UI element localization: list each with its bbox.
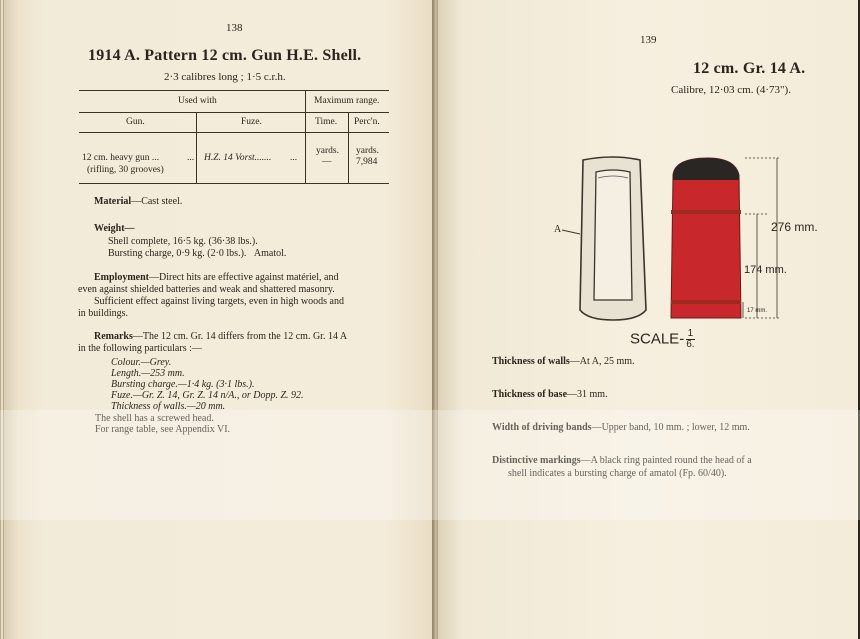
scale-label bbox=[630, 329, 695, 350]
remark-range-table: For range table, see Appendix VI. bbox=[95, 424, 231, 435]
weight-line1: Shell complete, 16·5 kg. (36·38 lbs.). bbox=[108, 236, 258, 247]
remark-length: Length.—253 mm. bbox=[111, 368, 185, 379]
cell-time-value: — bbox=[322, 157, 332, 167]
remarks-label: Remarks bbox=[94, 331, 133, 342]
bands-label: Width of driving bands bbox=[492, 422, 592, 433]
markings-line2: shell indicates a bursting charge of amatol (Fp. 60/40). bbox=[508, 468, 727, 479]
left-page bbox=[4, 0, 434, 639]
page-title: 1914 A. Pattern 12 cm. Gun H.E. Shell. bbox=[88, 47, 362, 64]
markings-label: Distinctive markings bbox=[492, 455, 581, 466]
employment-line3: Sufficient effect against living targets, even in high woods and bbox=[94, 296, 344, 307]
remark-colour: Colour.—Grey. bbox=[111, 357, 172, 368]
cell-gun-dots: ... bbox=[187, 153, 195, 163]
scale-text: SCALE- bbox=[630, 330, 685, 348]
employment-line4: in buildings. bbox=[78, 308, 129, 319]
employment-line1 bbox=[94, 272, 338, 283]
page-number: 138 bbox=[226, 22, 243, 34]
markings-text: —A black ring painted round the head of a bbox=[580, 455, 752, 466]
cell-perc-unit: yards. bbox=[356, 146, 379, 156]
page-number: 139 bbox=[640, 34, 657, 46]
col-gun: Gun. bbox=[126, 117, 145, 127]
employment-line2: even against shielded batteries and weak and shattered masonry. bbox=[78, 284, 335, 295]
material-text: —Cast steel. bbox=[131, 196, 183, 207]
remarks-line2: in the following particulars :— bbox=[78, 343, 202, 354]
shell-section-drawing bbox=[538, 150, 658, 325]
cell-fuze-dots: ... bbox=[290, 153, 298, 163]
employment-text: —Direct hits are effective against matériel, and bbox=[149, 272, 339, 283]
calibre-text: Calibre, 12·03 cm. (4·73"). bbox=[671, 84, 791, 96]
header-used-with: Used with bbox=[178, 96, 217, 106]
weight-line2-extra: Amatol. bbox=[253, 248, 287, 259]
label-a: A bbox=[554, 224, 562, 235]
dimension-174: 174 mm. bbox=[744, 264, 787, 276]
bands-line bbox=[492, 422, 750, 433]
dimension-276: 276 mm. bbox=[771, 220, 818, 234]
scale-fraction bbox=[686, 329, 694, 350]
remark-fuze: Fuze.—Gr. Z. 14, Gr. Z. 14 n/A., or Dopp. Z. 92. bbox=[111, 390, 304, 401]
col-perc: Perc'n. bbox=[354, 117, 380, 127]
header-max-range: Maximum range. bbox=[314, 96, 380, 106]
page-subtitle: 2·3 calibres long ; 1·5 c.r.h. bbox=[164, 71, 286, 83]
remark-bursting: Bursting charge.—1·4 kg. (3·1 lbs.). bbox=[111, 379, 255, 390]
cell-perc-value: 7,984 bbox=[356, 157, 378, 167]
remarks-line1 bbox=[94, 331, 347, 342]
page-title: 12 cm. Gr. 14 A. bbox=[693, 60, 806, 77]
base-line bbox=[492, 389, 608, 400]
weight-label: Weight— bbox=[94, 223, 135, 234]
walls-label: Thickness of walls bbox=[492, 356, 570, 367]
bands-text: —Upper band, 10 mm. ; lower, 12 mm. bbox=[591, 422, 750, 433]
weight-line2 bbox=[108, 248, 286, 259]
cell-time-unit: yards. bbox=[316, 146, 339, 156]
cell-gun-line1: 12 cm. heavy gun ... bbox=[82, 153, 160, 163]
employment-label: Employment bbox=[94, 272, 149, 283]
shell-exterior-drawing bbox=[663, 150, 783, 325]
cell-fuze: H.Z. 14 Vorst....... bbox=[204, 153, 272, 163]
material-line bbox=[94, 196, 182, 207]
base-text: —31 mm. bbox=[567, 389, 608, 400]
markings-line1 bbox=[492, 455, 752, 466]
walls-text: —At A, 25 mm. bbox=[569, 356, 635, 367]
scale-denominator: 6. bbox=[686, 339, 695, 350]
scale-numerator: 1 bbox=[687, 328, 694, 339]
right-page bbox=[438, 0, 858, 639]
col-time: Time. bbox=[315, 117, 338, 127]
remarks-text: —The 12 cm. Gr. 14 differs from the 12 cm. Gr. 14 A bbox=[132, 331, 348, 342]
base-label: Thickness of base bbox=[492, 389, 568, 400]
remark-screwed: The shell has a screwed head. bbox=[95, 413, 214, 424]
weight-line2-text: Bursting charge, 0·9 kg. (2·0 lbs.). bbox=[108, 248, 247, 259]
material-label: Material bbox=[94, 196, 132, 207]
col-fuze: Fuze. bbox=[241, 117, 262, 127]
cell-gun-line2: (rifling, 30 grooves) bbox=[87, 165, 164, 175]
remark-thickness: Thickness of walls.—20 mm. bbox=[111, 401, 226, 412]
dimension-17: 17 mm. bbox=[747, 308, 768, 314]
walls-line bbox=[492, 356, 635, 367]
